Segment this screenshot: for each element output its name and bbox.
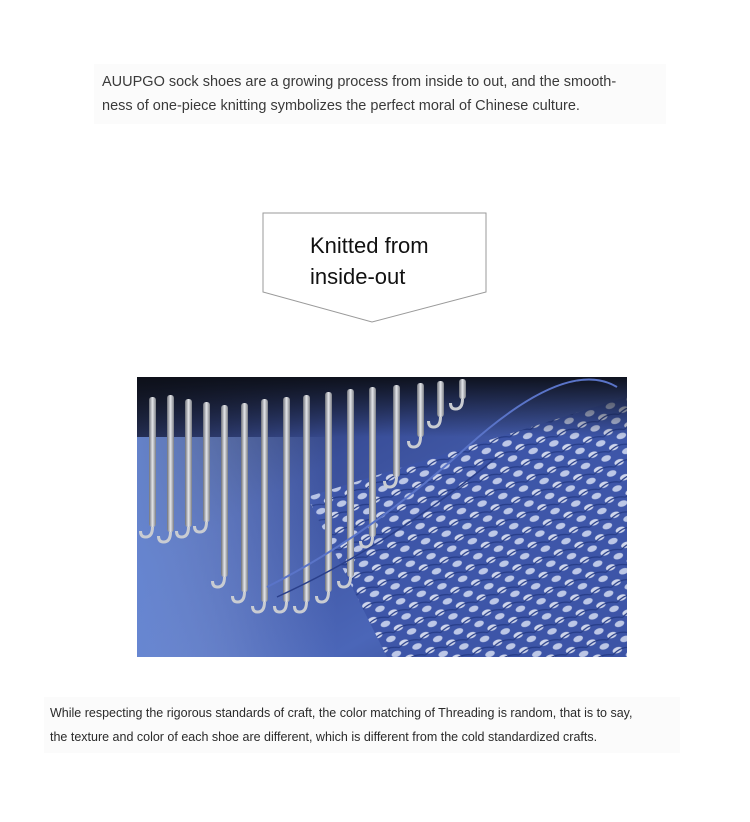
needle-shaft: [261, 399, 268, 602]
needle-shaft: [149, 397, 156, 527]
intro-line-2: ness of one-piece knitting symbolizes the perfect moral of Chinese culture.: [102, 98, 580, 114]
closing-paragraph: [44, 697, 680, 753]
section-banner: [262, 212, 488, 324]
banner-title-line-2: inside-out: [310, 264, 406, 289]
needle-shaft: [203, 402, 210, 522]
banner-title: [310, 230, 480, 292]
knitting-illustration: [137, 377, 627, 657]
machine-shadow: [137, 377, 627, 437]
closing-line-1: While respecting the rigorous standards of craft, the color matching of Threading is random, that is to say,: [50, 706, 633, 720]
needle-shaft: [347, 389, 354, 577]
needle-shaft: [325, 392, 332, 592]
needle-shaft: [241, 403, 248, 592]
needle-shaft: [393, 385, 400, 477]
needle-shaft: [185, 399, 192, 527]
intro-line-1: AUUPGO sock shoes are a growing process from inside to out, and the smooth-: [102, 74, 617, 90]
needle-shaft: [303, 395, 310, 602]
needle-shaft: [417, 383, 424, 437]
needle-shaft: [369, 387, 376, 537]
banner-title-line-1: Knitted from: [310, 233, 429, 258]
closing-line-2: the texture and color of each shoe are different, which is different from the cold standardized crafts.: [50, 730, 598, 744]
intro-paragraph: [94, 64, 666, 124]
needle-shaft: [221, 405, 228, 577]
needle-shaft: [459, 379, 466, 399]
knitting-machine-photo: [137, 377, 627, 657]
needle-shaft: [167, 395, 174, 532]
needle-shaft: [437, 381, 444, 417]
needle-shaft: [283, 397, 290, 602]
